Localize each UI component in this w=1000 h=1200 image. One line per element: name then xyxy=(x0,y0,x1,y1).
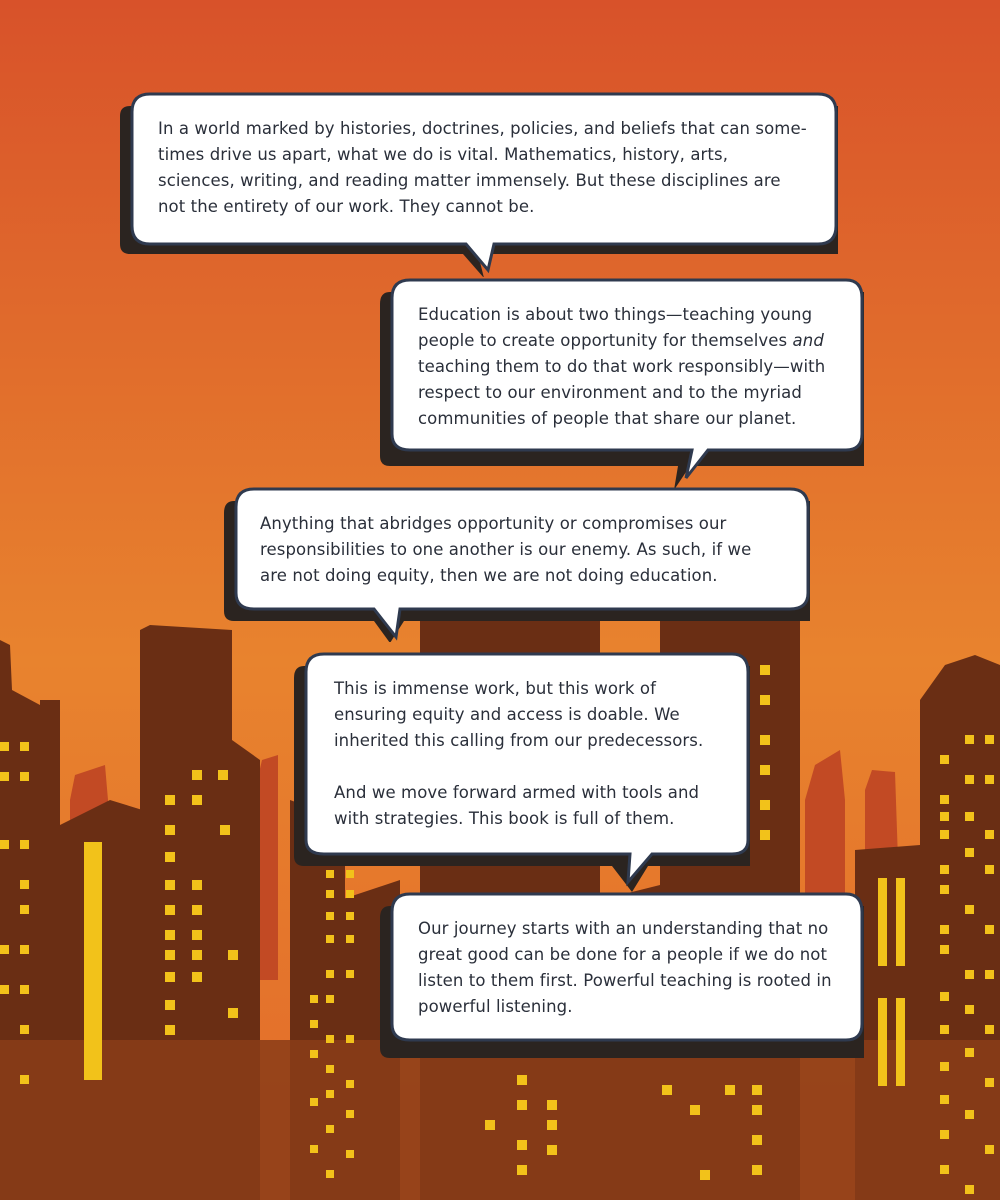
bubble-2-text xyxy=(418,302,838,432)
bubble-3-text xyxy=(260,511,780,589)
bubble-2-emphasis: and xyxy=(792,331,824,350)
lower-city xyxy=(0,1040,1000,1200)
bubble-2-paragraph xyxy=(418,302,838,432)
bubble-5-paragraph: Our journey starts with an understanding that no great good can be done for a people if we do not listen to them first. Powerful teaching is rooted in powerful listening. xyxy=(418,919,832,1016)
bubble-4-text xyxy=(334,676,729,832)
bubble-3-paragraph: Anything that abridges opportunity or compromises our responsibilities to one another is our enemy. As such, if we are not doing equity, then we are not doing education. xyxy=(260,514,752,585)
bubble-2-part-3: teaching them to do that work responsibly—with respect to our environment and to the myriad communities of people that share our planet. xyxy=(418,357,826,428)
speech-bubble-1 xyxy=(118,92,838,277)
bubble-5-text xyxy=(418,916,838,1020)
speech-bubble-3 xyxy=(222,487,810,642)
bubble-4-paragraph-2: And we move forward armed with tools and with strategies. This book is full of them. xyxy=(334,783,700,828)
bubble-2-part-1: Education is about two things—teaching young people to create opportunity for themselves xyxy=(418,305,813,350)
speech-bubble-5 xyxy=(378,892,864,1058)
speech-bubble-2 xyxy=(378,278,864,490)
bubble-4-paragraph-1: This is immense work, but this work of ensuring equity and access is doable. We inherited this calling from our predecessors. xyxy=(334,679,704,750)
bubble-1-text xyxy=(158,116,808,220)
bubble-1-paragraph: In a world marked by histories, doctrines, policies, and beliefs that can some-times drive us apart, what we do is vital. Mathematics, history, arts, sciences, writing, and reading matter immensely. But these disciplines are not the entirety of our work. They cannot be. xyxy=(158,119,807,216)
speech-bubble-4 xyxy=(292,652,750,892)
